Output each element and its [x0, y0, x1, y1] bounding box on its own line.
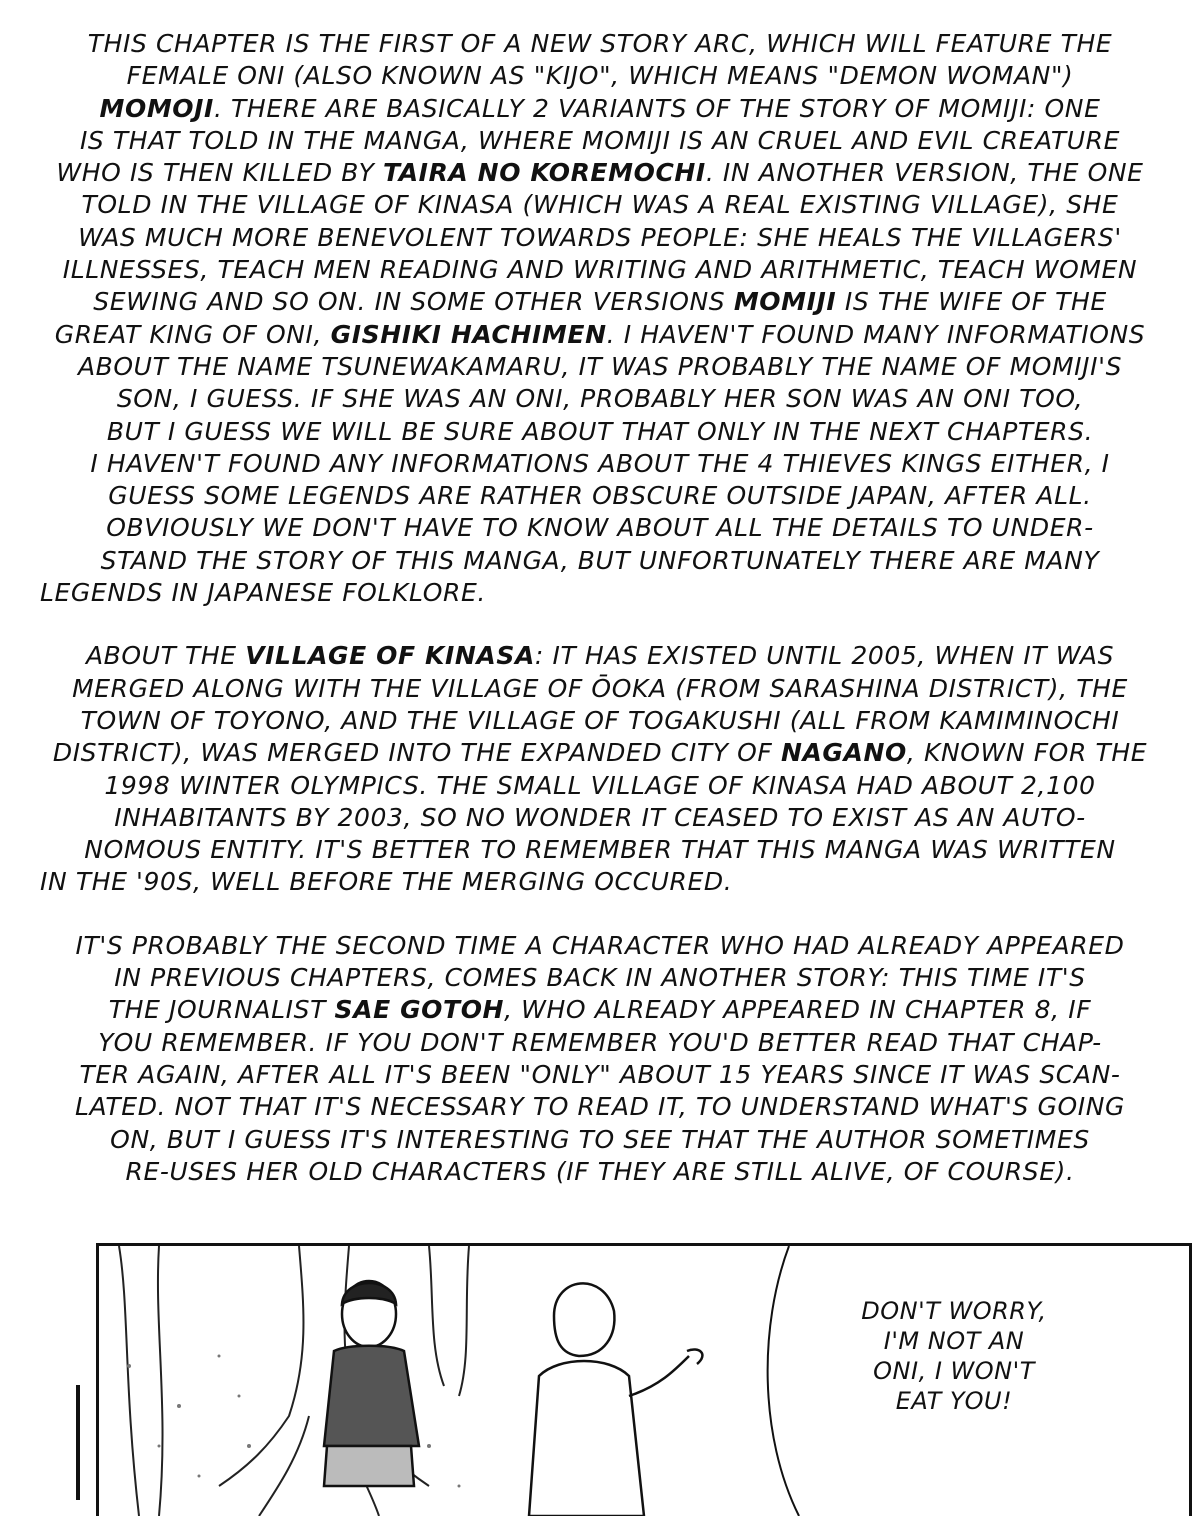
- highlight-term: MOMOJI: [99, 93, 214, 123]
- speech-bubble-outline: [768, 1246, 799, 1516]
- note-line: TOLD IN THE VILLAGE OF KINASA (WHICH WAS A REAL EXISTING VILLAGE), SHE: [81, 190, 1119, 220]
- note-line: SEWING AND SO ON. IN SOME OTHER VERSIONS MOMIJI IS THE WIFE OF THE: [93, 287, 1107, 317]
- note-line: FEMALE ONI (ALSO KNOWN AS "KIJO", WHICH MEANS "DEMON WOMAN"): [126, 61, 1074, 91]
- highlight-term: GISHIKI HACHIMEN: [330, 319, 607, 349]
- note-line: YOU REMEMBER. IF YOU DON'T REMEMBER YOU'D BETTER READ THAT CHAP-: [98, 1027, 1102, 1057]
- tree-trunk: [158, 1246, 163, 1516]
- boy-figure: [324, 1281, 419, 1486]
- woman-figure: [529, 1283, 702, 1516]
- note-line: TOWN OF TOYONO, AND THE VILLAGE OF TOGAKUSHI (ALL FROM KAMIMINOCHI: [80, 705, 1120, 735]
- note-line: GUESS SOME LEGENDS ARE RATHER OBSCURE OUTSIDE JAPAN, AFTER ALL.: [108, 481, 1092, 511]
- note-line: TER AGAIN, AFTER ALL IT'S BEEN "ONLY" ABOUT 15 YEARS SINCE IT WAS SCAN-: [79, 1059, 1121, 1089]
- note-line: THE JOURNALIST SAE GOTOH, WHO ALREADY APPEARED IN CHAPTER 8, IF: [108, 995, 1092, 1025]
- note-line: NOMOUS ENTITY. IT'S BETTER TO REMEMBER THAT THIS MANGA WAS WRITTEN: [84, 835, 1116, 865]
- translator-notes: [20, 28, 1180, 1219]
- note-line: ILLNESSES, TEACH MEN READING AND WRITING AND ARITHMETIC, TEACH WOMEN: [62, 255, 1138, 285]
- tree-trunk: [219, 1246, 303, 1486]
- adjacent-panel-border: [76, 1385, 80, 1500]
- notes-paragraph-momiji: [20, 28, 1180, 609]
- highlight-term: SAE GOTOH: [334, 995, 505, 1025]
- notes-paragraph-sae-gotoh: [20, 930, 1180, 1188]
- note-line: WHO IS THEN KILLED BY TAIRA NO KOREMOCHI. IN ANOTHER VERSION, THE ONE: [56, 158, 1144, 188]
- note-line: WAS MUCH MORE BENEVOLENT TOWARDS PEOPLE: SHE HEALS THE VILLAGERS': [78, 222, 1122, 252]
- note-line: I HAVEN'T FOUND ANY INFORMATIONS ABOUT THE 4 THIEVES KINGS EITHER, I: [90, 448, 1110, 478]
- notes-paragraph-kinasa: [20, 640, 1180, 898]
- note-line: DISTRICT), WAS MERGED INTO THE EXPANDED CITY OF NAGANO, KNOWN FOR THE: [52, 738, 1148, 768]
- highlight-term: TAIRA NO KOREMOCHI: [383, 158, 706, 188]
- note-line: IN THE '90S, WELL BEFORE THE MERGING OCCURED.: [40, 867, 733, 897]
- note-line: INHABITANTS BY 2003, SO NO WONDER IT CEASED TO EXIST AS AN AUTO-: [114, 802, 1086, 832]
- highlight-term: NAGANO: [780, 738, 907, 768]
- note-line: IS THAT TOLD IN THE MANGA, WHERE MOMIJI IS AN CRUEL AND EVIL CREATURE: [79, 125, 1121, 155]
- note-line: MOMOJI. THERE ARE BASICALLY 2 VARIANTS OF THE STORY OF MOMIJI: ONE: [99, 93, 1101, 123]
- speech-bubble-text: DON'T WORRY, I'M NOT AN ONI, I WON'T EAT YOU!: [861, 1297, 1047, 1415]
- note-line: IT'S PROBABLY THE SECOND TIME A CHARACTER WHO HAD ALREADY APPEARED: [75, 930, 1125, 960]
- tree-trunk: [119, 1246, 139, 1516]
- note-line: ON, BUT I GUESS IT'S INTERESTING TO SEE THAT THE AUTHOR SOMETIMES: [110, 1124, 1090, 1154]
- manga-panel: [96, 1243, 1192, 1516]
- note-line: LATED. NOT THAT IT'S NECESSARY TO READ IT, TO UNDERSTAND WHAT'S GOING: [75, 1092, 1125, 1122]
- note-line: 1998 WINTER OLYMPICS. THE SMALL VILLAGE OF KINASA HAD ABOUT 2,100: [104, 770, 1096, 800]
- highlight-term: MOMIJI: [733, 287, 837, 317]
- note-line: SON, I GUESS. IF SHE WAS AN ONI, PROBABLY HER SON WAS AN ONI TOO,: [116, 384, 1084, 414]
- note-line: LEGENDS IN JAPANESE FOLKLORE.: [40, 578, 486, 608]
- tree-trunk: [429, 1246, 444, 1386]
- note-line: GREAT KING OF ONI, GISHIKI HACHIMEN. I HAVEN'T FOUND MANY INFORMATIONS: [54, 319, 1146, 349]
- note-line: ABOUT THE NAME TSUNEWAKAMARU, IT WAS PROBABLY THE NAME OF MOMIJI'S: [77, 351, 1123, 381]
- note-line: STAND THE STORY OF THIS MANGA, BUT UNFORTUNATELY THERE ARE MANY: [100, 545, 1100, 575]
- note-line: THIS CHAPTER IS THE FIRST OF A NEW STORY ARC, WHICH WILL FEATURE THE: [87, 29, 1113, 58]
- note-line: MERGED ALONG WITH THE VILLAGE OF ŌOKA (FROM SARASHINA DISTRICT), THE: [72, 673, 1128, 703]
- highlight-term: VILLAGE OF KINASA: [245, 641, 535, 671]
- note-line: RE-USES HER OLD CHARACTERS (IF THEY ARE STILL ALIVE, OF COURSE).: [125, 1156, 1075, 1186]
- note-line: BUT I GUESS WE WILL BE SURE ABOUT THAT ONLY IN THE NEXT CHAPTERS.: [106, 416, 1094, 446]
- note-line: OBVIOUSLY WE DON'T HAVE TO KNOW ABOUT ALL THE DETAILS TO UNDER-: [106, 513, 1094, 543]
- note-line: ABOUT THE VILLAGE OF KINASA: IT HAS EXISTED UNTIL 2005, WHEN IT WAS: [85, 641, 1115, 671]
- tree-trunk: [459, 1246, 469, 1396]
- note-line: IN PREVIOUS CHAPTERS, COMES BACK IN ANOTHER STORY: THIS TIME IT'S: [114, 963, 1086, 993]
